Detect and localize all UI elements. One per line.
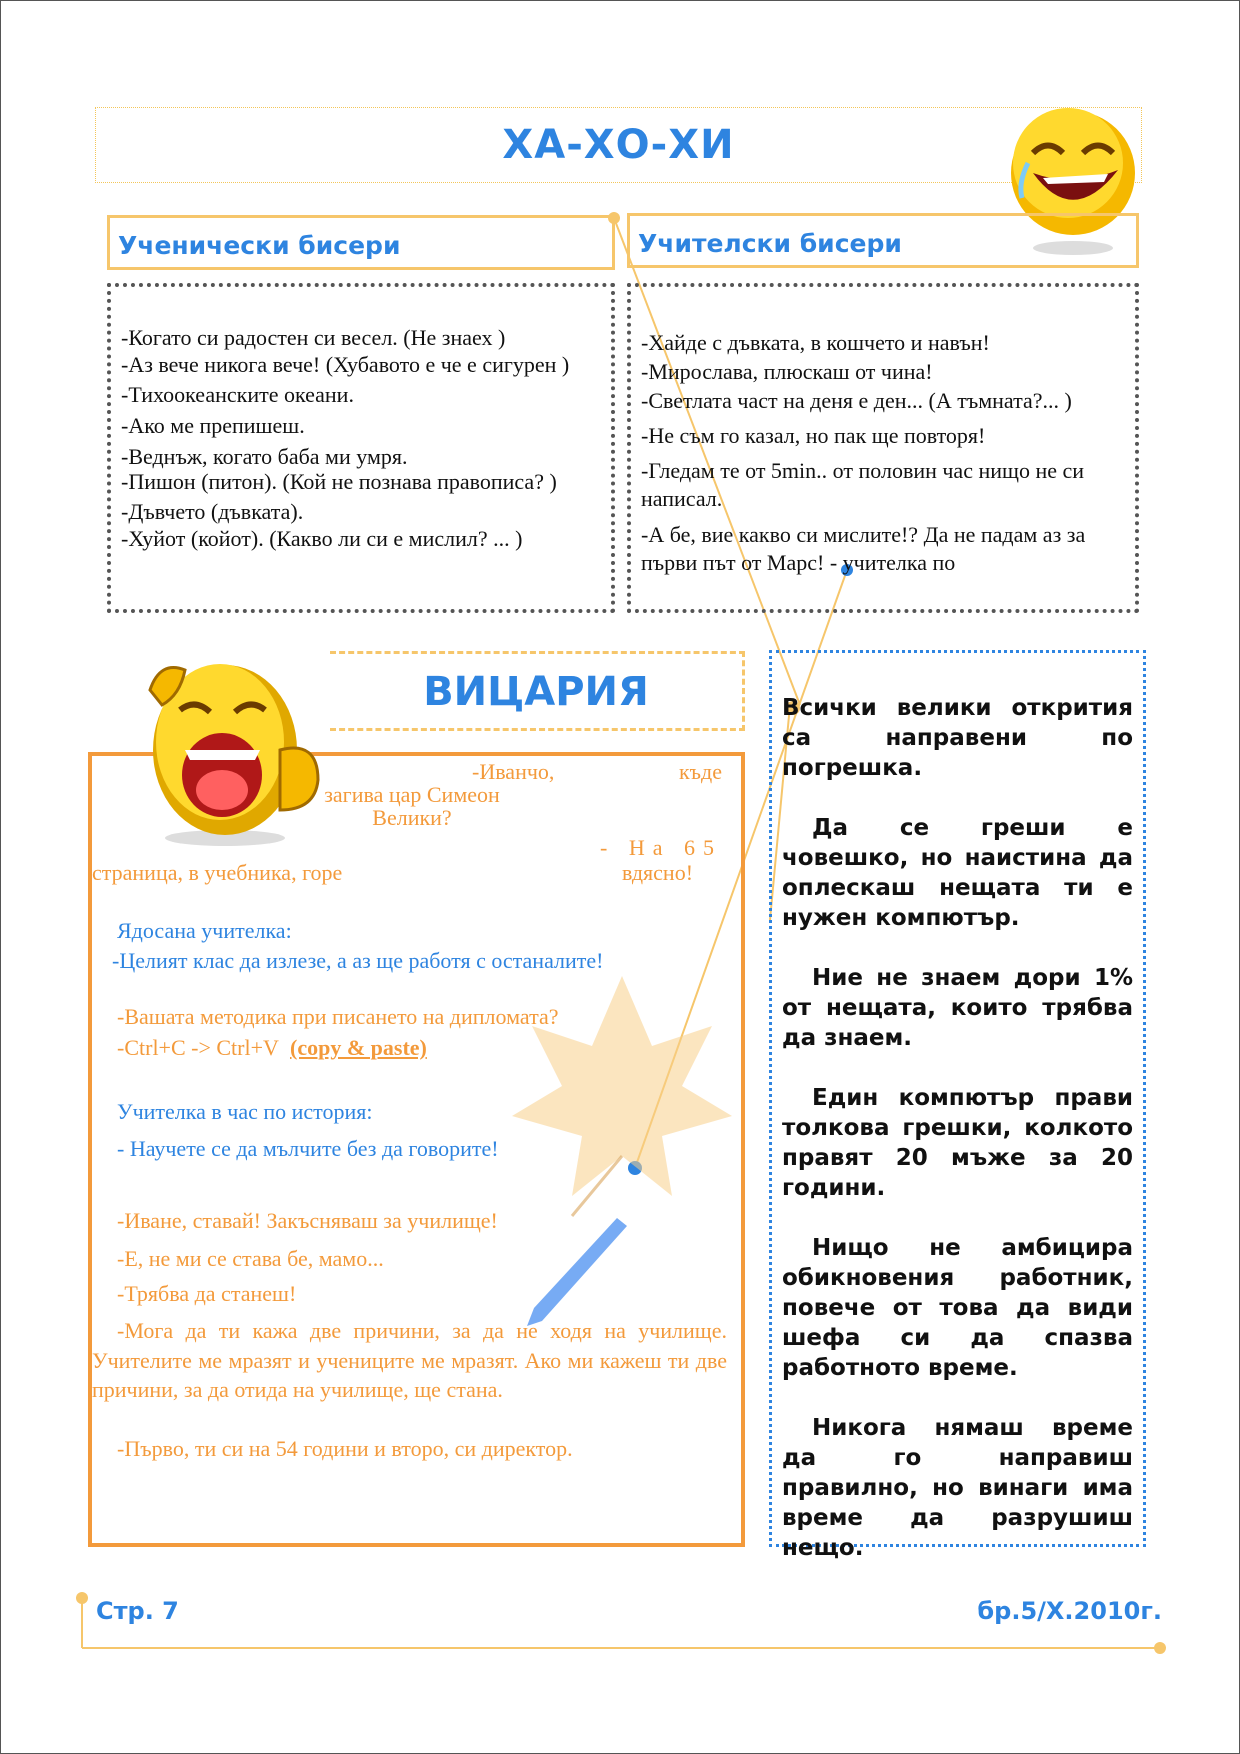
quote-item: Ние не знаем дори 1% от нещата, които трябва да знаем. [782,965,1133,1051]
joke4-line2: - Научете се да мълчите без да говорите! [117,1136,499,1161]
list-item: -Ако ме препишеш. [121,413,305,438]
list-item: -Гледам те от 5min.. от половин час нищо не си написал. [641,458,1085,511]
list-item: -Светлата част на деня е ден... (А тъмната?... ) [641,388,1072,413]
list-item: -Когато си радостен си весел. (Не знаех ) [121,325,506,350]
joke3-line2 [117,1035,427,1061]
joke3-keys: -Ctrl+C -> Ctrl+V [117,1035,279,1060]
joke1-line5: вдясно! [622,860,694,885]
joke2-line1: Ядосана учителка: [117,918,292,943]
joke4-line1: Учителка в час по история: [117,1099,373,1124]
list-item: -Мирослава, плюскаш от чина! [641,359,933,384]
list-item: -Хайде с дъвката, в кошчето и навън! [641,330,990,355]
quote-item: Един компютър прави толкова грешки, колкото правят 20 мъже за 20 години. [782,1085,1133,1201]
list-item: -Веднъж, когато баба ми умря. [121,444,408,469]
joke3-copy-paste: (copy & paste) [290,1035,427,1060]
quote-item: Да се греши е човешко, но наистина да оплескаш нещата ти е нужен компютър. [782,815,1133,931]
joke5-line5: -Първо, ти си на 54 години и второ, си директор. [117,1436,573,1461]
joke5-line3: -Трябва да станеш! [117,1281,297,1306]
list-item: -А бе, вие какво си мислите!? Да не падам аз за първи път от Марс! - учителка по [641,522,1086,575]
pointing-smiley-icon [140,650,330,850]
quote-item: Всички велики открития са направени по погрешка. [782,695,1133,781]
page-title: ХА-ХО-ХИ [95,107,1142,183]
joke2-line2: -Целият клас да излезе, а аз ще работя с останалите! [112,948,604,973]
joke1-line2: загива цар Симеон Велики? [324,782,500,830]
joke1-line3: - На 65 [600,835,722,860]
jokes-title: ВИЦАРИЯ [330,651,745,731]
joke3-line1: -Вашата методика при писането на дипломата? [117,1004,559,1029]
joke1-line1: -Иванчо, къде [472,759,722,784]
joke5-line1: -Иване, ставай! Закъсняваш за училище! [117,1208,498,1233]
quote-item: Нищо не амбицира обикновения работник, повече от това да види шефа си да спазва работното време. [782,1235,1133,1381]
joke1-line4: страница, в учебника, горе [92,860,343,885]
page-number: Стр. 7 [96,1597,179,1625]
list-item: -Хуйот (койот). (Какво ли си е мислил? ... ) [121,526,523,551]
teachers-box [627,283,1139,613]
students-box [107,283,615,613]
list-item: -Тихоокеанските океани. [121,382,354,407]
joke5-line2: -Е, не ми се става бе, мамо... [117,1246,384,1271]
quote-item: Никога нямаш време да го направиш правилно, но винаги има време да разрушиш нещо. [782,1415,1133,1561]
list-item: -Не съм го казал, но пак ще повторя! [641,423,986,448]
issue-label: бр.5/X.2010г. [977,1597,1162,1625]
quotes-box [769,650,1146,1561]
list-item: -Дъвчето (дъвката). [121,499,304,524]
list-item: -Аз вече никога вече! (Хубавото е че е сигурен ) [121,352,570,377]
teachers-heading: Учителски бисери [627,213,1139,268]
jokes-box [88,752,745,1547]
joke5-line4: -Мога да ти кажа две причини, за да не ходя на училище. Учителите ме мразят и учениците ме мразят. Ако ми кажеш ти две причини, за да отида на училище, ще стана. [92,1318,727,1402]
list-item: -Пишон (питон). (Кой не познава правописа? ) [121,469,557,494]
students-heading: Ученически бисери [107,215,615,270]
